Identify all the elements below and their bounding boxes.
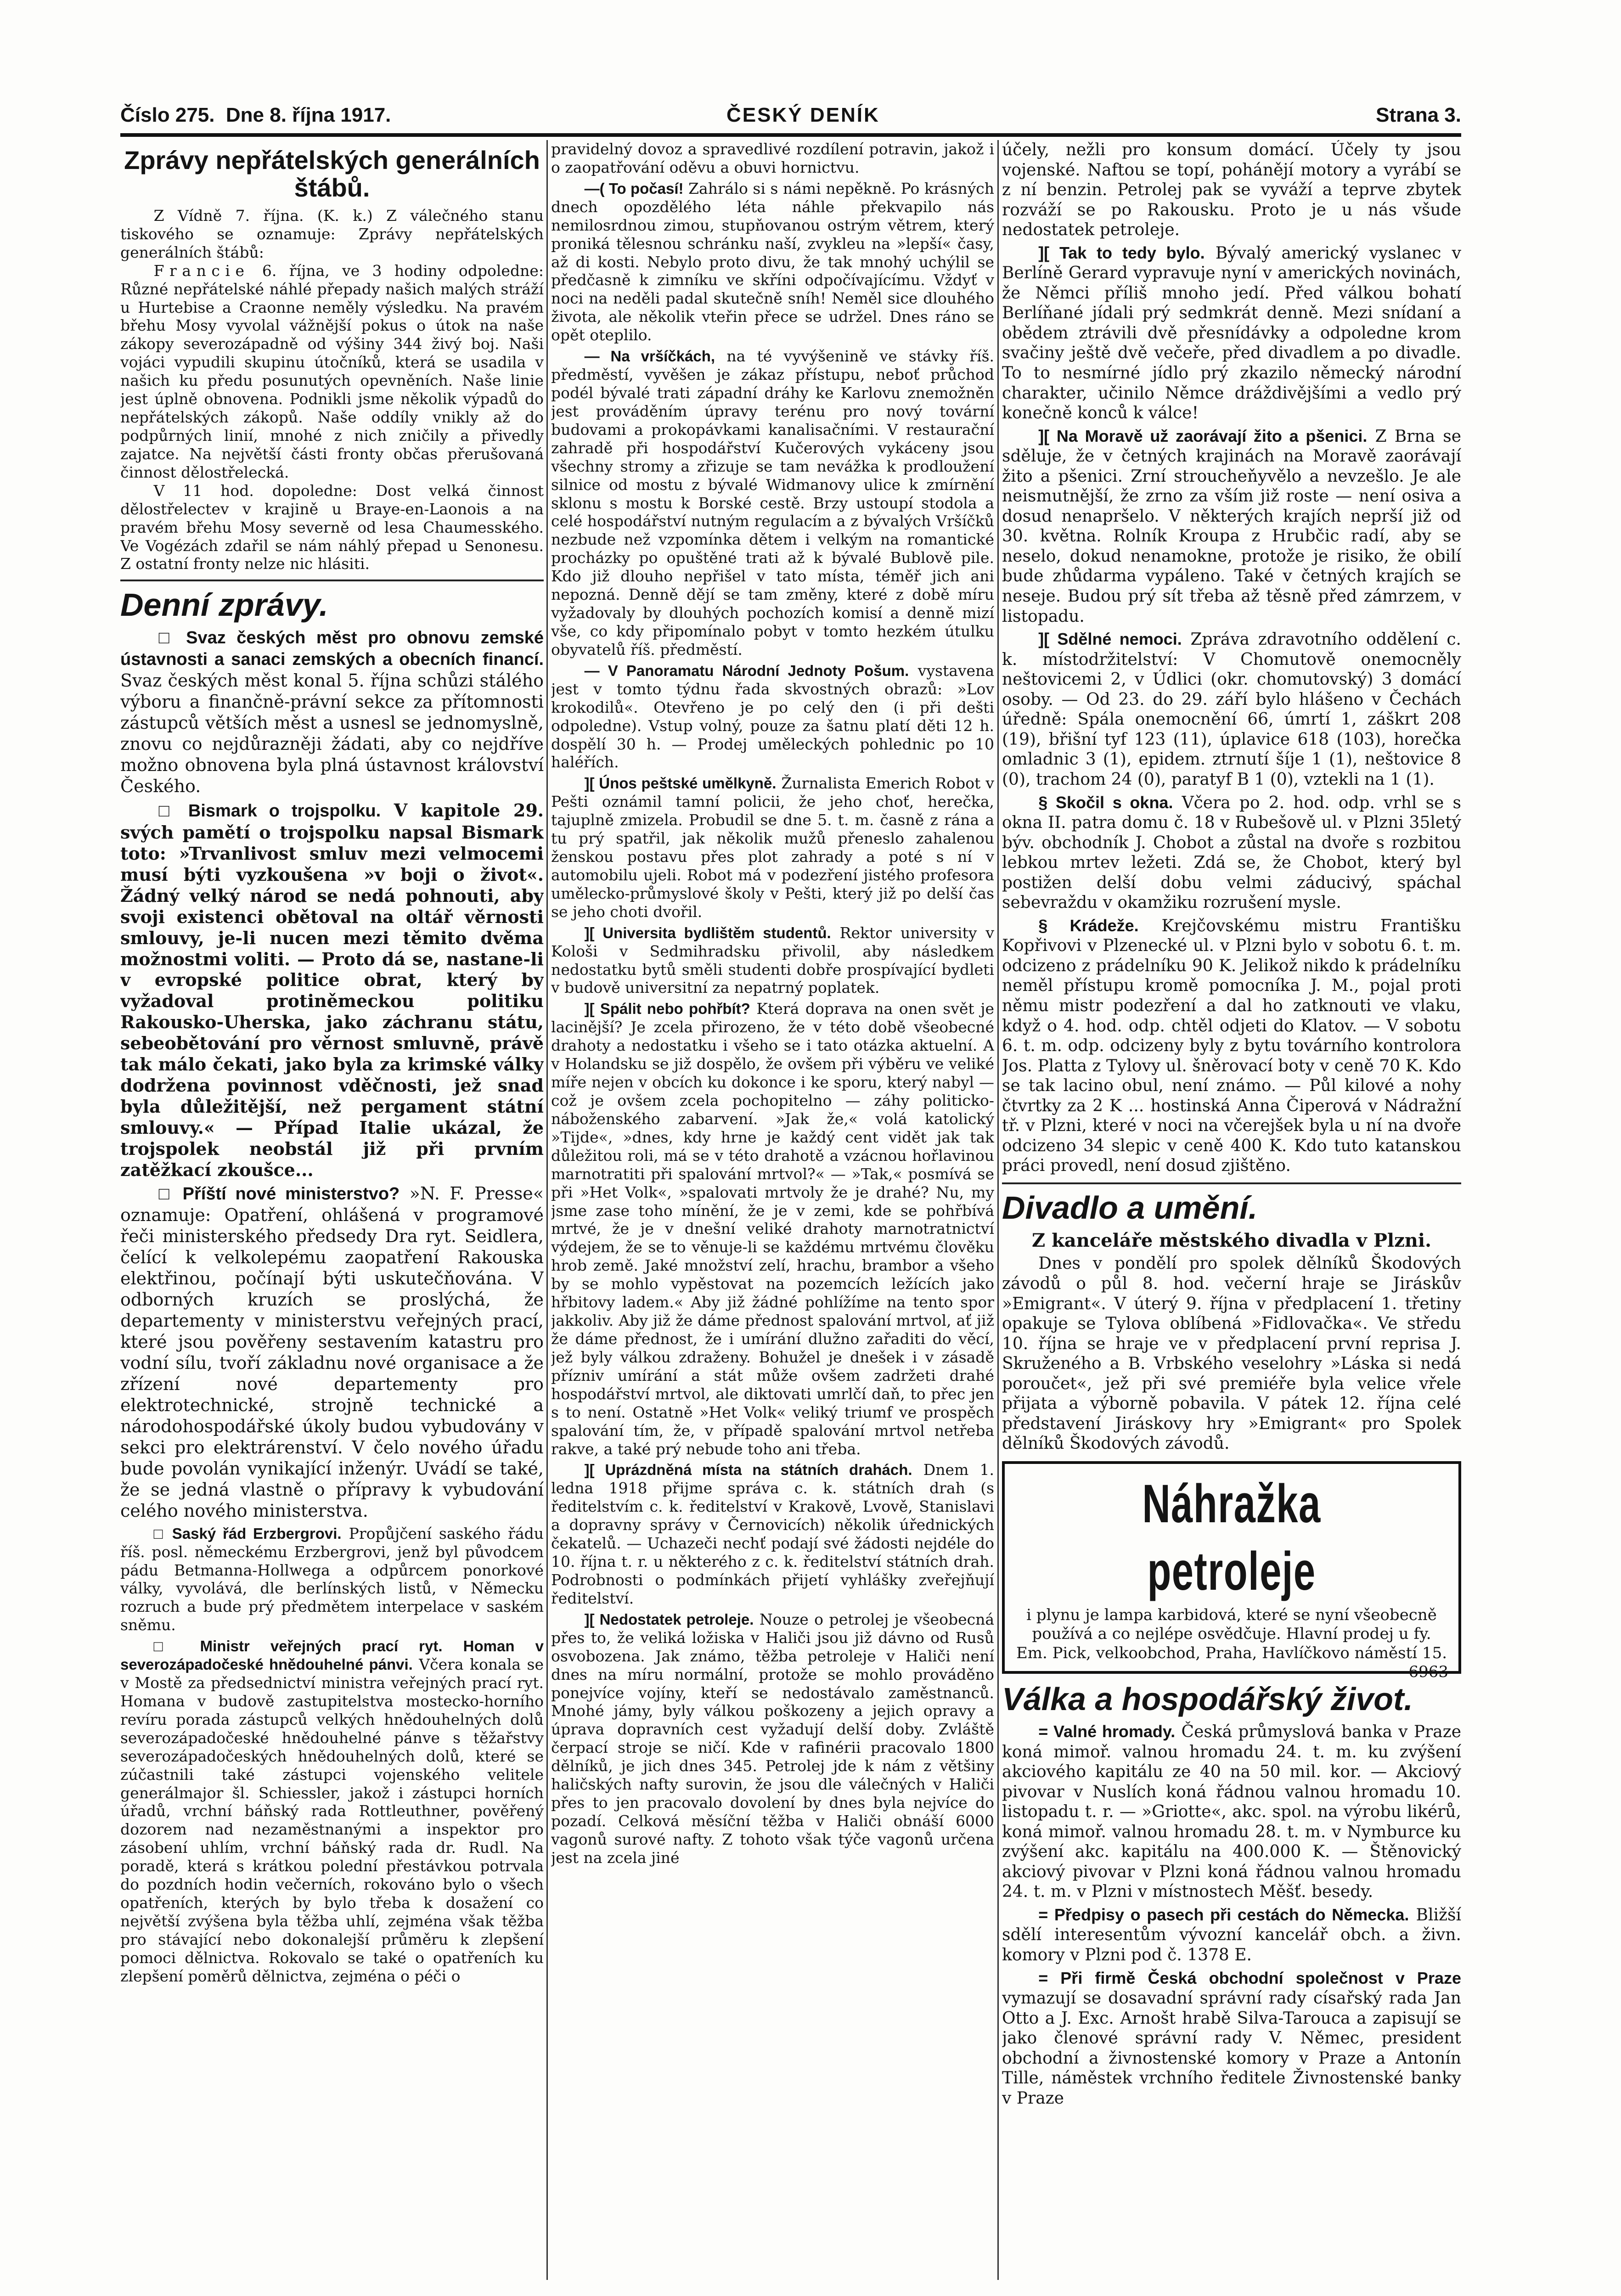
section-rule (1002, 1182, 1461, 1184)
article-text: = Předpisy o pasech při cestách do Německa. Bližší sdělí interesentům vývozní kancelář obch. a živn. komory v Plzni pod č. 1378 E. (1002, 1905, 1461, 1964)
article-continued (551, 140, 994, 177)
article-nemoci (1002, 629, 1461, 789)
article-pocasi (551, 180, 994, 344)
article-text: ][ Universita bydlištěm studentů. Rektor university v Kološi v Sedmihradsku přivolil, aby následkem nedostatku bytů směli studenti dobře prospívající bydleti v budově universitní za nepatrný poplatek. (551, 923, 994, 997)
ad-title: Náhražka petroleje (1142, 1473, 1321, 1602)
article-text: □ Ministr veřejných prací ryt. Homan v severozápadočeské hnědouhelné pánvi. Včera konala se v Mostě za předsednictví ministra veřejných prací ryt. Homana v budově zastupitelstva mostecko-horního revíru porada zástupců velkých hnědouhelných dolů severozápadočeské hnědouhelné pánve s těžařstvy severozápadočeských hnědouhelných dolů, které se zúčastnili také zástupci vojenského velitele generálmajor šl. Schiessler, jakož i zástupci horních úřadů, vrchní báňský rada Rottleuthner, pověřený dozorem nad nezaměstnanými a inspektor pro zásobení uhlím, vrchní báňský rada dr. Rudl. Na poradě, která s krátkou polední přestávkou potrvala do pozdních hodin večerních, rokováno bylo o všech opatřeních, kterých by bylo třeba k dosažení co největší zvýšena byla těžba uhlí, zejména však těžba pro stávající nebo dokonalejší průměru k zlepšení pomoci dělnictva. Rokovalo se také o opatřeních ku zlepšení poměrů dělnictva, zejména o péči o (120, 1638, 544, 1985)
article-petrolej (551, 1610, 994, 1867)
column-3 (1002, 140, 1461, 2280)
article-text: □ Saský řád Erzbergrovi. Propůjčení saského řádu říš. posl. německému Erzbergrovi, jenž byl původcem pádu Betmanna-Hollwega a odpůrcem ponorkové války, vyvolává, dle berlínských listů, v Německu rozruch a bude prý předmětem interpelace v saském sněmu. (120, 1524, 544, 1634)
divadlo-subheading: Z kanceláře městského divadla v Plzni. (1031, 1230, 1432, 1252)
article-universita (551, 924, 994, 997)
article-text: § Skočil s okna. Včera po 2. hod. odp. vrhl se s okna II. patra domu č. 18 v Rubešově ul. v Plzni 35letý býv. obchodník J. Chobot a zůstal na dvoře s rozbitou lebkou mrtev ležeti. Zdá se, že Chobot, který byl postižen delší dobu velmi záducivý, spáchal sebevraždu v okamžiku rozrušení mysle. (1002, 793, 1461, 912)
issue-date: Číslo 275. Dne 8. října 1917. (120, 104, 391, 126)
article-text: ][ Nedostatek petroleje. Nouze o petrolej je všeobecná přes to, že veliká ložiska v Haliči jsou již dávno od Rusů osvobozena. Jak známo, těžba petroleje v Haliči není dnes na míru normální, protože se mohlo prováděno ponejvíce vojíny, kteří se nedostávalo zaměstnanců. Mnohé jámy, byly válkou poškozeny a jejich opravy a úprava dopravních cest vyžadují delší doby. Zvláště čerpací stroje se ničí. Kde v rafinérii pracovalo 1800 dělníků, je jich dnes 345. Petrolej jde k nám z většiny haličských nafty surovin, že jsou dle válečných v Haliči přes to jen pracovalo dovolení by dnes byla nejvíce do pozadí. Celková měsíční těžba v Haliči obnáší 6000 vagonů surové nafty. Z tohoto však týče vagonů určena jest na zcela jiné (551, 1610, 994, 1867)
article-valne (1002, 1722, 1461, 1902)
article-kradeze (1002, 916, 1461, 1176)
column-1 (120, 140, 544, 2280)
article-text: ][ Tak to tedy bylo. Bývalý americký vyslanec v Berlíně Gerard vypravuje nyní v amerických novinách, že Němci příliš mnoho jedí. Před válkou bohatí Berlíňané jídali prý sedmkrát denně. Mezi snídaní a obědem ztrávili dvě přesnídávky a odpoledne krom svačiny ještě dvě večeře, před divadlem a po divadle. To to nesmírné jídlo prý zkazilo německý národní charakter, učinilo Němce dráždivějšími a vedlo prý konečně konců k válce! (1002, 243, 1461, 423)
denni-heading: Denní zprávy. (120, 587, 328, 623)
article-svaz (120, 627, 544, 797)
advertisement (1002, 1461, 1461, 1682)
article-homan (120, 1637, 544, 1986)
article-unos (551, 774, 994, 921)
article-text: Z Vídně 7. října. (K. k.) Z válečného stanu tiskového se oznamuje: Zprávy nepřátelských generálních štábů: (120, 206, 544, 261)
column-divider (997, 140, 999, 2280)
article-panorama (551, 662, 994, 772)
article-firma (1002, 1968, 1461, 2109)
article-morava (1002, 426, 1461, 626)
article-text: účely, nežli pro konsum domácí. Účely ty jsou vojenské. Naftou se topí, pohánějí motory a vyrábí se z ní benzin. Petrolej pak se vyváží a teprve zbytek rozváží se po Rakousku. Proto je u nás všude nedostatek petroleje. (1002, 141, 1461, 240)
article-skocil (1002, 793, 1461, 913)
article-text: —( To počasí! Zahrálo si s námi nepěkně. Po krásných dnech opozdělého léta náhle překvapilo nás nemilosrdnou zimou, stupňovanou ostrým větrem, který proniká tělesnou schránku naší, zvykleu na »lepší« časy, až di kosti. Nebylo proto divu, že tak mnohý uchýlil se předčasně k zimníku ve skříni odpočívajícímu. Vždyť v noci na neděli padal skutečně sníh! Neměl sice dlouhého života, ale několik vteřin přece se udržel. Dnes ráno se opět oteplilo. (551, 179, 994, 344)
article-text: — Na vršíčkách, na té vyvýšenině ve stávky říš. předměstí, vyvěšen je zákaz přístupu, neboť průchod podél bývalé trati západní dráhy ke Karlovu znemožněn jest prováděním úpravy terénu pro nový tovární budovami a prokopávkami kanalisačními. V restaurační zahradě při hospodářství Kučerových vykáceny jsou všechny stromy a zřizuje se tam nevážka k prodloužení silnice od mostu z bývalé Widmanovy ulice k zmírnění sklonu s mostu k Borské cestě. Brzy ustoupí stodola a celé hospodářství nutným regulacím a z bývalých Vršíčků nezbude než vzpomínka dětem i velkým na romantické procházky po opuštěné trati až k bývalé Bublově pile. Kdo již dlouho nepřišel v tato místa, téměř jich ani nepozná. Denně dějí se tam změny, které z době míru vyžadovaly by dlouhých pochozích komisí a denně mizí vše, co kdy připomínalo pobyt v tomto hezkém útulku obyvatelů říš. předměstí. (551, 347, 994, 658)
article-vrsicky (551, 347, 994, 659)
article-text: □ Bismark o trojspolku. V kapitole 29. svých pamětí o trojspolku napsal Bismark toto: »Trvanlivost smluv mezi velmocemi musí býti vyzkoušena »v boji o život«. Žádný velký národ se nedá pohnouti, aby svoji existenci obětoval na oltář věrnosti smlouvy, je-li nucen mezi těmito dvěma možnostmi voliti. — Proto dá se, nastane-li v evropské politice obrat, který by vyžadoval protiněmeckou politiku Rakousko-Uherska, jako záchranu státu, sebeobětování pro věrnost smluvně, právě tak málo čekati, jako byla za krimské války dodržena povinnost vděčnosti, jež snad byla důležitější, než pergament státní smlouvy.« — Případ Italie ukázal, že trojspolek neobstál již při prvním zatěžkací zkoušce... (120, 799, 544, 1181)
article-text: V 11 hod. dopoledne: Dost velká činnost dělostřelectev v krajině u Braye-en-Laonois a na pravém břehu Mosy severně od lesa Chaumesského. Ve Vogézách zdařil se nám náhlý přepad u Senonesu. Z ostatní fronty nelze nic hlásiti. (120, 481, 544, 573)
article-text: ][ Únos peštské umělkyně. Žurnalista Emerich Robot v Pešti oznámil tamní policii, že jeho choť, herečka, tajuplně zmizela. Probudil se dne 5. t. m. časně z rána a tu prý spatřil, jak několik mužů přeneslo zahalenou ženskou postavu přes plot zahrady a poté s ní v automobilu ujeli. Robot má v podezření jistého profesora umělecko-průmyslové školy v Pešti, který již po delší čas se jeho choti dvořil. (551, 774, 994, 921)
page-header (120, 100, 1461, 132)
article-text: — V Panoramatu Národní Jednoty Pošum. vystavena jest v tomto týdnu řada skvostných obrazů: »Lov krokodilů«. Otevřeno je po celý den (i při dešti odpoledne). Vstup volný, pouze za šatnu platí děti 12 h. dospělí 30 h. — Prodej uměleckých pohlednic po 10 haléřích. (551, 661, 994, 771)
article-gerard (1002, 243, 1461, 423)
article-text: ][ Sdělné nemoci. Zpráva zdravotního oddělení c. k. místodržitelství: V Chomutově onemocněly neštovicemi 2, v Údlici (okr. chomutovský) 3 domácí osoby. — Od 23. do 29. září bylo hlášeno v Čechách úředně: Spála onemocnění 66, úmrtí 1, záškrt 208 (19), břišní tyf 123 (11), úplavice 618 (103), horečka omladnic 3 (1), epidem. ztrnutí šíje 1 (1), neštovice 8 (0), trachom 24 (0), paratyf B 1 (0), vztekli na 1 (1). (1002, 630, 1461, 789)
article-text: ][ Uprázdněná místa na státních drahách. Dnem 1. ledna 1918 přijme správa c. k. státních drah (s ředitelstvím c. k. ředitelství v Krakově, Lvově, Stanislavi a dopravny správy v Černovicích) několik úřednických čekatelů. — Uchazeči nechť podají své žádosti nejdéle do 10. října t. r. u některého z c. k. ředitelství státních drah. Podrobnosti o podmínkách přijetí vyhlášky zveřejňují ředitelství. (551, 1461, 994, 1607)
article-text: ][ Na Moravě už zaorávají žito a pšenici. Z Brna se sděluje, že v četných krajinách na Moravě zaorávají žito a pšenici. Zrní stroucheňyvělo a nevzešlo. Je ale neismutnější, že zrno za vším již roste — není osiva a dosud nenapršelo. V některých krajích neprší již od 30. května. Rolník Kroupa z Hrubčic radí, aby se neselo, dokud nenamokne, protože je risiko, že obilí bude zhůdarma vypáleno. Také v četných krajích se neseje. Budou prý sít třeba až těsně před zámrzem, v listopadu. (1002, 426, 1461, 626)
newspaper-name: ČESKÝ DENÍK (726, 104, 880, 126)
column-2 (551, 140, 994, 2280)
article-drahy (551, 1461, 994, 1607)
section-rule (120, 580, 544, 581)
article-text: = Při firmě Česká obchodní společnost v Praze vymazují se dosavadní správní rady císařský rada Jan Otto a J. Exc. Arnošt hrabě Silva-Tarouca a zapisují se jako členové správní rady V. Němec, president obchodní a živnostenské komory v Praze a Antonín Tille, náměstek vrchního ředitele Živnostenské banky v Praze (1002, 1968, 1461, 2108)
article-divadlo (1002, 1254, 1461, 1453)
header-rule (120, 133, 1461, 137)
ad-code: 6963 (1408, 1663, 1448, 1682)
column-divider (546, 140, 548, 2280)
article-text: □ Svaz českých měst pro obnovu zemské ústavnosti a sanaci zemských a obecních financí. Svaz českých měst konal 5. října schůzi stálého výboru a finančně-právní sekce za přítomnosti zástupců větších měst a usnesl se jednomyslně, znovu co nejdůrazněji žádati, aby co nejdříve možno obnovena byla plná ústavnost království Českého. (120, 628, 544, 796)
divadlo-heading: Divadlo a umění. (1002, 1189, 1258, 1226)
staby-heading: Zprávy nepřátelských generálních štábů. (124, 146, 540, 203)
article-bismark (120, 800, 544, 1181)
article-staby (120, 207, 544, 573)
article-text: □ Příští nové ministerstvo? »N. F. Presse« oznamuje: Opatření, ohlášená v programové řeči ministerského předsedy Dra ryt. Seidlera, čelící k velkolepému zaopatření Rakouska elektřinou, počínají býti uskutečňována. V odborných kruzích se proslýchá, že departementy v ministerstvu veřejných prací, které jsou pověřeny sestavením katastru pro vodní sílu, tvoří základnu nové organisace a že zřízení nové departementy pro elektrotechnické, strojně technické a národohospodářské úkoly budou vybudovány v sekci pro elektrárenství. V čelo nového úřadu bude povolán vynikající inženýr. Uvádí se také, že se jedná vlastně o přípravy k vybudování celého nového ministerstva. (120, 1183, 544, 1521)
article-text: = Valné hromady. Česká průmyslová banka v Praze koná mimoř. valnou hromadu 24. t. m. ku zvýšení akciového kapitálu ze 40 na 50 mil. kor. — Akciový pivovar v Nuslích koná řádnou valnou hromadu 10. listopadu t. r. — »Griotte«, akc. spol. na výrobu likérů, koná mimoř. valnou hromadu 28. t. m. v Nymburce ku zvýšení akc. kapitálu na 400.000 K. — Štěnovický akciový pivovar v Plzni koná řádnou valnou hromadu 24. t. m. v Plzni v místnostech Měšť. besedy. (1002, 1722, 1461, 1902)
page-number: Strana 3. (1376, 104, 1461, 126)
article-ministerstvo (120, 1183, 544, 1522)
article-text: Francie 6. října, ve 3 hodiny odpoledne: Různé nepřátelské náhlé přepady našich malých stráží u Hurtebise a Craonne neměly výsledku. Na pravém břehu Mosy vyvolal vážnější pokus o útok na naše zákopy severozápadně od výšiny 344 živý boj. Naši vojáci vypudili skupinu útočníků, která se usadila v našich ku předu posunutých opevněních. Naše linie jest úplně obnovena. Podnikli jsme několik výpadů do nepřátelských zákopů. Naše oddíly vnikly až do podpůrných linií, mnohé z nich zničily a přivedly zajatce. Na největší části fronty občas přerušovaná činnost dělostřelecká. (120, 261, 544, 481)
ad-body: i plynu je lampa karbidová, které se nyní všeobecně používá a co nejlépe osvědčuje. Hlavní prodej u fy. Em. Pick, velkoobchod, Praha, Havlíčkovo náměstí 15. 6963 (1016, 1605, 1448, 1682)
valka-heading: Válka a hospodářský život. (1002, 1681, 1413, 1717)
article-continued (1002, 140, 1461, 240)
article-predpisy (1002, 1905, 1461, 1965)
article-text: Dnes v pondělí pro spolek dělníků Škodových závodů o půl 8. hod. večerní hraje se Jiráskův »Emigrant«. V úterý 9. října v předplacení 1. třetiny opakuje se Tylova oblíbená »Fidlovačka«. Ve středu 10. října se hraje ve v předplacení první reprisa J. Skruženého a B. Vrbského veselohry »Láska si nedá poroučet«, jež při své premiéře byla velice vřele přijata a výborně pobavila. V pátek 12. října celé představení Jiráskovy hry »Emigrant« pro Spolek dělníků Škodových závodů. (1002, 1254, 1461, 1453)
article-spalit (551, 1000, 994, 1458)
article-text: § Krádeže. Krejčovskému mistru Františku Kopřivovi v Plzenecké ul. v Plzni bylo v sobotu 6. t. m. odcizeno z prádelníku 90 K. Jelikož nikdo k prádelníku neměl přístupu kromě pomocníka J. M., pojal proti němu mistr podezření a dal ho zatknouti ve vlaku, když o 4. hod. odp. chtěl odjeti do Klatov. — V sobotu 6. t. m. odp. odcizeny byly z bytu továrního kontrolora Jos. Platta z Tylovy ul. šněrovací boty v ceně 70 K. Kdo se tak lacino obul, není známo. — Půl kilové a nohy čtvrtky za 2 K ... hostinská Anna Čiperová v Nádražní tř. v Plzni, které v noci na včerejšek byla u ní na dvoře odcizeno 34 slepic v ceně 400 K. Kdo tuto katanskou práci provedl, není dosud zjištěno. (1002, 916, 1461, 1176)
article-text: ][ Spálit nebo pohřbít? Která doprava na onen svět je lacinější? Je zcela přirozeno, že v této době všeobecné drahoty a nedostatku i všeho se i tato otázka aktuelní. A v Holandsku se již dospělo, že ovšem při výběru ve veliké míře nejen v obcích ku dokonce i ke sporu, který nabyl — což je ovšem zcela pochopitelno — záhy politicko-náboženského zabarvení. »Jak že,« volá katolický »Tijde«, »dnes, kdy hrne je každý cent vidět jak tak důležitou roli, má se v této drahotě a vzácnou hořlavinou marnotratiti při spalování mrtvol?« — »Tak,« posmívá se při »Het Volk«, »spalovati mrtvoly že je drahé? Nu, my jsme zase toho mínění, že je v zemi, kde se pohřbívá mrtvé, že je v dnešní veliké drahoty marnotratnictví výdejem, že se to věnuje-li se každému mrtvému člověku hrob země. Jaké množství zelí, hrachu, brambor a všeho by se mohlo vypěstovat na pozemcích ležících jako hřbitovy ladem.« Aby již žádné pohlížíme na tento spor jakkoliv. Aby již že dáme přednost spalování mrtvol, ať již že dáme přednost, že i umírání dlužno zařaditi do věcí, jež byly válkou zdraženy. Bohužel je dnešek i v zásadě přízniv umírání a stát může ovšem zadržeti drahé hospodářství mrtvol, ale diktovati umrlčí daň, to přec jen s to není. Ostatně »Het Volk« veliký triumf ve prospěch spalování tím, že, v případě spalování mrtvol netřeba rakve, a také prý nebude toho ani třeba. (551, 1000, 994, 1458)
article-text: pravidelný dovoz a spravedlivé rozdílení potravin, jakož i o zaopatřování oděvu a obuvi hornictvu. (551, 140, 994, 176)
article-erzberger (120, 1525, 544, 1635)
